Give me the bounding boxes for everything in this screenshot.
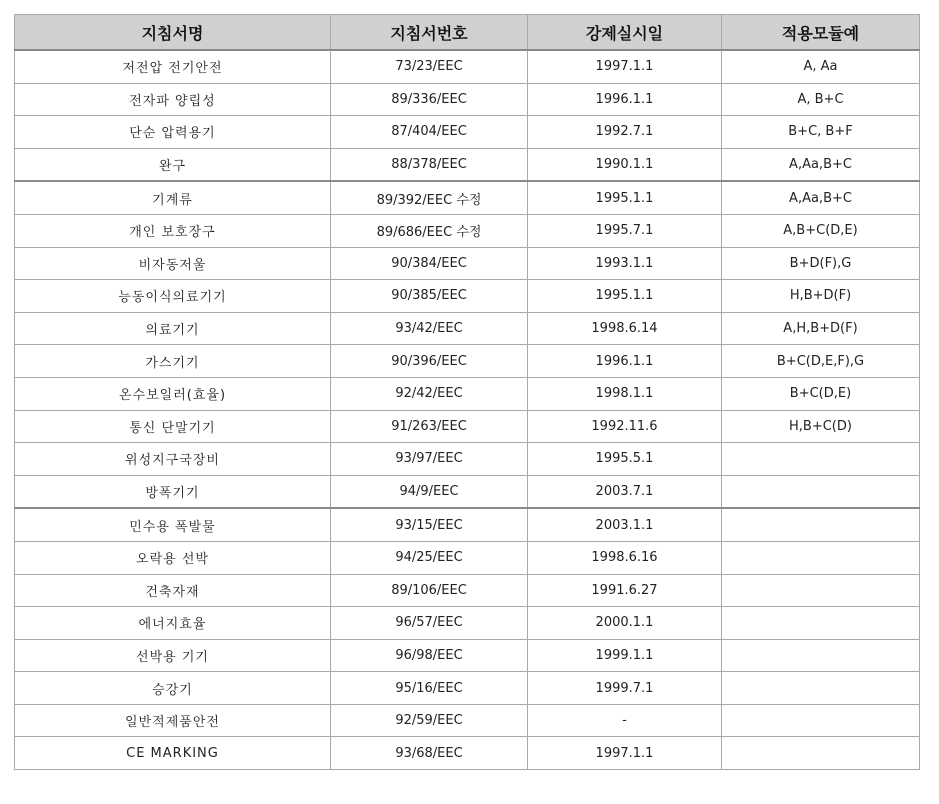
table-row [15,83,920,116]
table-row [15,50,920,83]
cell-applicable-modules: B+C, B+F [722,116,920,149]
cell-applicable-modules [722,541,920,574]
cell-directive-number: 88/378/EEC [331,148,528,181]
cell-directive-number: 93/15/EEC [331,508,528,541]
cell-applicable-modules: H,B+D(F) [722,280,920,313]
cell-enforcement-date: 1995.5.1 [528,443,722,476]
table-row [15,345,920,378]
cell-applicable-modules [722,607,920,640]
table-header [15,15,920,51]
cell-applicable-modules [722,574,920,607]
table-row [15,443,920,476]
table-row [15,116,920,149]
cell-directive-name: 기계류 [15,181,331,214]
cell-directive-name: 단순 압력용기 [15,116,331,149]
cell-directive-name: 완구 [15,148,331,181]
table-body [15,50,920,770]
cell-enforcement-date: 1990.1.1 [528,148,722,181]
cell-directive-name: 건축자재 [15,574,331,607]
cell-directive-number: 93/68/EEC [331,737,528,770]
cell-enforcement-date: 1993.1.1 [528,247,722,280]
cell-directive-name: 선박용 기기 [15,639,331,672]
cell-enforcement-date: 1992.11.6 [528,410,722,443]
cell-directive-number: 93/42/EEC [331,312,528,345]
cell-applicable-modules: B+C(D,E) [722,377,920,410]
cell-directive-name: 오락용 선박 [15,541,331,574]
cell-directive-number: 90/384/EEC [331,247,528,280]
table-row [15,280,920,313]
cell-directive-number: 87/404/EEC [331,116,528,149]
cell-directive-name: 저전압 전기안전 [15,50,331,83]
cell-enforcement-date: - [528,704,722,737]
table-row [15,377,920,410]
cell-enforcement-date: 1995.1.1 [528,181,722,214]
header-applicable-modules: 적용모듈예 [722,15,920,51]
table-row [15,214,920,247]
table-row [15,607,920,640]
cell-enforcement-date: 1997.1.1 [528,737,722,770]
cell-applicable-modules: A,B+C(D,E) [722,214,920,247]
cell-directive-name: 가스기기 [15,345,331,378]
table-row [15,574,920,607]
cell-applicable-modules: A,Aa,B+C [722,181,920,214]
cell-applicable-modules [722,508,920,541]
header-row [15,15,920,51]
cell-applicable-modules [722,639,920,672]
cell-directive-number: 89/106/EEC [331,574,528,607]
cell-directive-number: 93/97/EEC [331,443,528,476]
cell-applicable-modules: A,Aa,B+C [722,148,920,181]
cell-applicable-modules: A,H,B+D(F) [722,312,920,345]
cell-applicable-modules: A, B+C [722,83,920,116]
table-row [15,247,920,280]
table-row [15,541,920,574]
table-row [15,410,920,443]
cell-enforcement-date: 1999.7.1 [528,672,722,705]
header-enforcement-date: 강제실시일 [528,15,722,51]
cell-applicable-modules [722,672,920,705]
cell-directive-number: 92/59/EEC [331,704,528,737]
cell-enforcement-date: 1991.6.27 [528,574,722,607]
cell-enforcement-date: 1997.1.1 [528,50,722,83]
cell-directive-number: 90/385/EEC [331,280,528,313]
header-directive-number: 지침서번호 [331,15,528,51]
cell-applicable-modules: B+C(D,E,F),G [722,345,920,378]
cell-directive-number: 89/392/EEC 수정 [331,181,528,214]
cell-enforcement-date: 1996.1.1 [528,345,722,378]
cell-applicable-modules: B+D(F),G [722,247,920,280]
table-row [15,672,920,705]
cell-enforcement-date: 1998.6.14 [528,312,722,345]
cell-directive-number: 89/686/EEC 수정 [331,214,528,247]
cell-directive-name: 승강기 [15,672,331,705]
cell-directive-number: 89/336/EEC [331,83,528,116]
table-row [15,508,920,541]
cell-enforcement-date: 1998.6.16 [528,541,722,574]
cell-directive-number: 96/57/EEC [331,607,528,640]
table-row [15,181,920,214]
cell-applicable-modules [722,443,920,476]
cell-enforcement-date: 1995.1.1 [528,280,722,313]
cell-directive-name: CE MARKING [15,737,331,770]
cell-directive-name: 일반적제품안전 [15,704,331,737]
cell-enforcement-date: 2003.1.1 [528,508,722,541]
cell-directive-name: 민수용 폭발물 [15,508,331,541]
cell-applicable-modules: A, Aa [722,50,920,83]
table-row [15,737,920,770]
cell-directive-number: 91/263/EEC [331,410,528,443]
cell-directive-name: 위성지구국장비 [15,443,331,476]
cell-directive-number: 92/42/EEC [331,377,528,410]
cell-applicable-modules: H,B+C(D) [722,410,920,443]
cell-directive-number: 95/16/EEC [331,672,528,705]
cell-enforcement-date: 1999.1.1 [528,639,722,672]
table-row [15,312,920,345]
cell-applicable-modules [722,704,920,737]
cell-directive-number: 94/25/EEC [331,541,528,574]
cell-directive-name: 개인 보호장구 [15,214,331,247]
cell-enforcement-date: 1992.7.1 [528,116,722,149]
cell-enforcement-date: 2000.1.1 [528,607,722,640]
cell-directive-name: 통신 단말기기 [15,410,331,443]
table-row [15,148,920,181]
cell-directive-name: 능동이식의료기기 [15,280,331,313]
cell-directive-number: 73/23/EEC [331,50,528,83]
cell-directive-number: 96/98/EEC [331,639,528,672]
cell-directive-name: 에너지효율 [15,607,331,640]
cell-directive-number: 90/396/EEC [331,345,528,378]
header-directive-name: 지침서명 [15,15,331,51]
table-row [15,639,920,672]
cell-applicable-modules [722,737,920,770]
cell-directive-name: 비자동저울 [15,247,331,280]
directive-table-container [14,14,919,770]
cell-directive-name: 전자파 양립성 [15,83,331,116]
cell-directive-name: 의료기기 [15,312,331,345]
cell-directive-number: 94/9/EEC [331,475,528,508]
table-row [15,475,920,508]
cell-enforcement-date: 1995.7.1 [528,214,722,247]
cell-enforcement-date: 1998.1.1 [528,377,722,410]
table-row [15,704,920,737]
cell-enforcement-date: 1996.1.1 [528,83,722,116]
cell-enforcement-date: 2003.7.1 [528,475,722,508]
cell-directive-name: 방폭기기 [15,475,331,508]
cell-applicable-modules [722,475,920,508]
directive-table [14,14,920,770]
cell-directive-name: 온수보일러(효율) [15,377,331,410]
